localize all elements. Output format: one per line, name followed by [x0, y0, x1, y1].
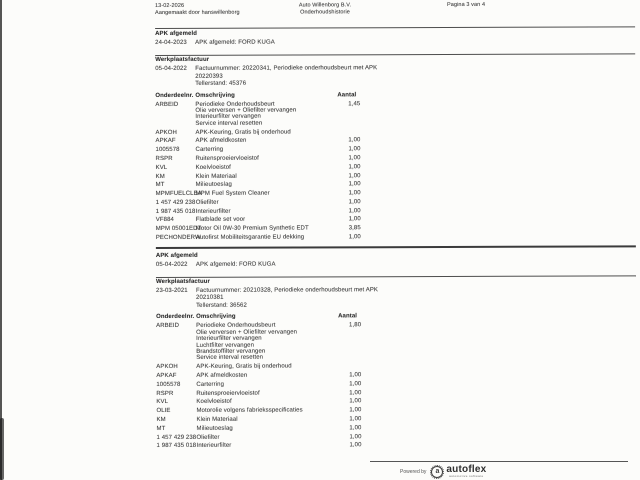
created-by: Aangemaakt door hanswillenborg: [155, 9, 240, 16]
cell-part-number: RSPR: [155, 155, 173, 162]
cell-part-number: MPMFUELCLEA: [155, 190, 202, 198]
cell-quantity: 3,85: [348, 225, 361, 232]
cell-quantity: 1,00: [349, 372, 362, 379]
table-row: [156, 233, 636, 243]
document-content: [155, 0, 637, 452]
entry-date: 05-04-2022: [155, 261, 188, 268]
invoice-number-line: Factuurnummer: 20220341, Periodieke onderhoudsbeurt met APK: [195, 65, 378, 72]
cell-part-number: APKOH: [155, 129, 177, 136]
cell-quantity: [338, 363, 361, 369]
autoflex-wordmark-block: [446, 465, 486, 478]
cell-quantity: 1,00: [348, 163, 361, 171]
cell-part-number: MT: [156, 425, 166, 432]
cell-description: Interieurfilter: [195, 208, 231, 215]
cell-quantity: 1,00: [349, 425, 362, 432]
cell-description: APK afmeldkosten: [195, 137, 247, 145]
cell-description: Ruitensproeiervloeistof: [195, 155, 259, 162]
cell-quantity: 1,80: [349, 322, 362, 329]
table-header: [155, 91, 635, 100]
invoice-number-continued: 20220393: [195, 73, 223, 80]
footer-branding: [370, 465, 628, 478]
cell-part-number: 1005578: [155, 147, 180, 154]
invoice-line-items: [155, 100, 635, 244]
cell-description: APK-Keuring, Gratis bij onderhoud: [196, 363, 292, 371]
header-center: [270, 2, 380, 16]
cell-part-number: ARBEID: [155, 101, 179, 108]
cell-description: Autofirst Mobiliteitsgarantie EU dekking: [195, 234, 305, 241]
cell-description: Klein Materiaal: [195, 173, 237, 180]
invoice-info: [195, 64, 635, 88]
entry-text: APK afgemeld: FORD KUGA: [195, 261, 276, 268]
column-header-description: Omschrijving: [195, 92, 235, 99]
cell-description: Milieutoeslag: [195, 182, 232, 189]
cell-quantity: 1,00: [349, 416, 362, 423]
table-row: [157, 442, 637, 452]
invoice-line-items: [156, 322, 636, 452]
autoflex-tagline: automotive software: [449, 474, 484, 478]
cell-quantity: [337, 129, 360, 135]
cell-part-number: 1 457 429 238: [155, 199, 196, 206]
cell-description: Flatblade set voor: [195, 217, 246, 224]
page-number: Pagina 3 van 4: [447, 1, 486, 8]
cell-quantity: 1,00: [348, 234, 361, 241]
column-header-quantity: Aantal: [337, 91, 357, 98]
company-name: Auto Willenborg B.V.: [298, 2, 352, 9]
column-header-quantity: Aantal: [338, 313, 358, 320]
cell-quantity: 1,00: [349, 389, 362, 396]
table-header: [156, 313, 636, 322]
cell-quantity: 1,00: [348, 181, 361, 188]
cell-quantity: 1,00: [348, 146, 361, 153]
cell-quantity: 1,00: [348, 199, 361, 206]
document-title: Onderhoudshistorie: [300, 9, 350, 16]
section-title-apk: APK afgemeld: [155, 30, 198, 37]
gear-icon: a: [431, 466, 443, 478]
odometer-reading: Tellerstand: 45376: [195, 80, 247, 87]
cell-quantity: 1,00: [348, 190, 361, 197]
cell-description: Interieurfilter: [196, 443, 232, 450]
autoflex-wordmark: autoflex: [446, 464, 487, 475]
invoice-header: [155, 64, 635, 88]
cell-description: Oliefilter: [195, 199, 219, 206]
column-header-part-number: Onderdeelnr.: [155, 92, 194, 99]
apk-entry: [156, 260, 636, 269]
scan-edge-artifact: [0, 0, 2, 480]
invoice-number-continued: 20210381: [196, 295, 224, 302]
invoice-date: 23-03-2021: [156, 287, 188, 294]
cell-part-number: MT: [155, 182, 165, 189]
cell-description: APK afmeldkosten: [196, 372, 248, 379]
cell-quantity: 1,00: [348, 155, 361, 162]
cell-part-number: APKAF: [155, 138, 176, 145]
cell-description: Koelvloeistof: [195, 164, 231, 171]
cell-quantity: 1,00: [349, 442, 362, 449]
section-break-divider: [156, 245, 636, 249]
cell-quantity: 1,00: [348, 207, 361, 215]
cell-quantity: 1,45: [348, 100, 361, 107]
cell-quantity: 1,00: [349, 398, 362, 405]
cell-part-number: 1 457 429 238: [156, 434, 197, 441]
invoice-header: [156, 286, 636, 310]
apk-entry: [155, 38, 635, 47]
cell-description: Motor Oil 0W-30 Premium Synthetic EDT: [195, 225, 309, 233]
page-header: [155, 1, 635, 17]
column-header-description: Omschrijving: [196, 314, 236, 321]
cell-description: Milieutoeslag: [196, 425, 233, 432]
cell-part-number: KVL: [155, 164, 168, 171]
table-row: [155, 100, 635, 130]
cell-quantity: 1,00: [349, 433, 362, 440]
odometer-reading: Tellerstand: 36562: [196, 302, 247, 309]
cell-part-number: OLIE: [156, 408, 171, 415]
cell-description: Klein Materiaal: [196, 416, 238, 423]
section-title-invoice: Werkplaatsfactuur: [155, 56, 210, 63]
cell-quantity: 1,00: [348, 172, 361, 179]
cell-description: MPM Fuel System Cleaner: [195, 190, 270, 197]
cell-part-number: KM: [155, 173, 165, 180]
cell-part-number: 1 987 435 018: [155, 208, 196, 215]
cell-description: Motorolie volgens fabrieksspecificaties: [196, 407, 303, 415]
cell-quantity: 1,00: [348, 137, 361, 144]
cell-part-number: ARBEID: [156, 323, 180, 330]
column-header-part-number: Onderdeelnr.: [156, 314, 195, 321]
cell-part-number: APKOH: [156, 364, 178, 371]
cell-description: Carterring: [195, 146, 224, 153]
entry-date: 24-04-2023: [155, 39, 187, 46]
cell-part-number: RSPR: [156, 390, 174, 397]
section-title-apk: APK afgemeld: [155, 252, 198, 259]
cell-part-number: 1005578: [156, 381, 181, 388]
footer-divider: [370, 461, 628, 462]
cell-part-number: VF884: [155, 217, 174, 224]
invoice-date: 05-04-2022: [155, 65, 187, 72]
cell-part-number: PECHONDERW: [155, 234, 201, 242]
cell-quantity: 1,00: [349, 381, 362, 388]
cell-description: APK-Keuring, Gratis bij onderhoud: [195, 129, 291, 136]
print-date: 13-02-2026: [155, 2, 185, 9]
page-footer: [370, 461, 628, 478]
cell-part-number: KVL: [156, 399, 169, 406]
cell-description: Periodieke Onderhoudsbeurt Olie verversen + Oliefilter vervangen Interieurfilter vervangen Service interval resetten: [195, 101, 297, 127]
autoflex-logo: [431, 465, 486, 478]
cell-description: Koelvloeistof: [196, 399, 232, 406]
cell-description: Carterring: [196, 381, 225, 388]
cell-part-number: 1 987 435 018: [156, 443, 197, 450]
powered-by-label: Powered by: [400, 468, 427, 475]
cell-quantity: 1,00: [348, 216, 361, 223]
invoice-info: [196, 286, 636, 310]
cell-quantity: 1,00: [349, 407, 362, 414]
cell-part-number: MPM 05001EDT: [155, 226, 202, 233]
cell-part-number: APKAF: [156, 372, 177, 379]
cell-part-number: KM: [156, 416, 166, 423]
cell-description: Ruitensproeiervloeistof: [196, 390, 260, 397]
scan-smudge-artifact: [0, 418, 4, 480]
header-left: [155, 3, 270, 17]
cell-description: Periodieke Onderhoudsbeurt Olie verversen + Oliefilter vervangen Interieurfilter vervangen Luchtfilter vervangen Brandstoffilter vervangen Service interval resetten: [196, 322, 298, 362]
table-row: [156, 322, 636, 365]
section-title-invoice: Werkplaatsfactuur: [155, 278, 210, 285]
cell-description: Oliefilter: [196, 434, 220, 441]
entry-text: APK afgemeld: FORD KUGA: [195, 39, 275, 46]
invoice-number-line: Factuurnummer: 20210328, Periodieke onderhoudsbeurt met APK: [196, 287, 379, 294]
